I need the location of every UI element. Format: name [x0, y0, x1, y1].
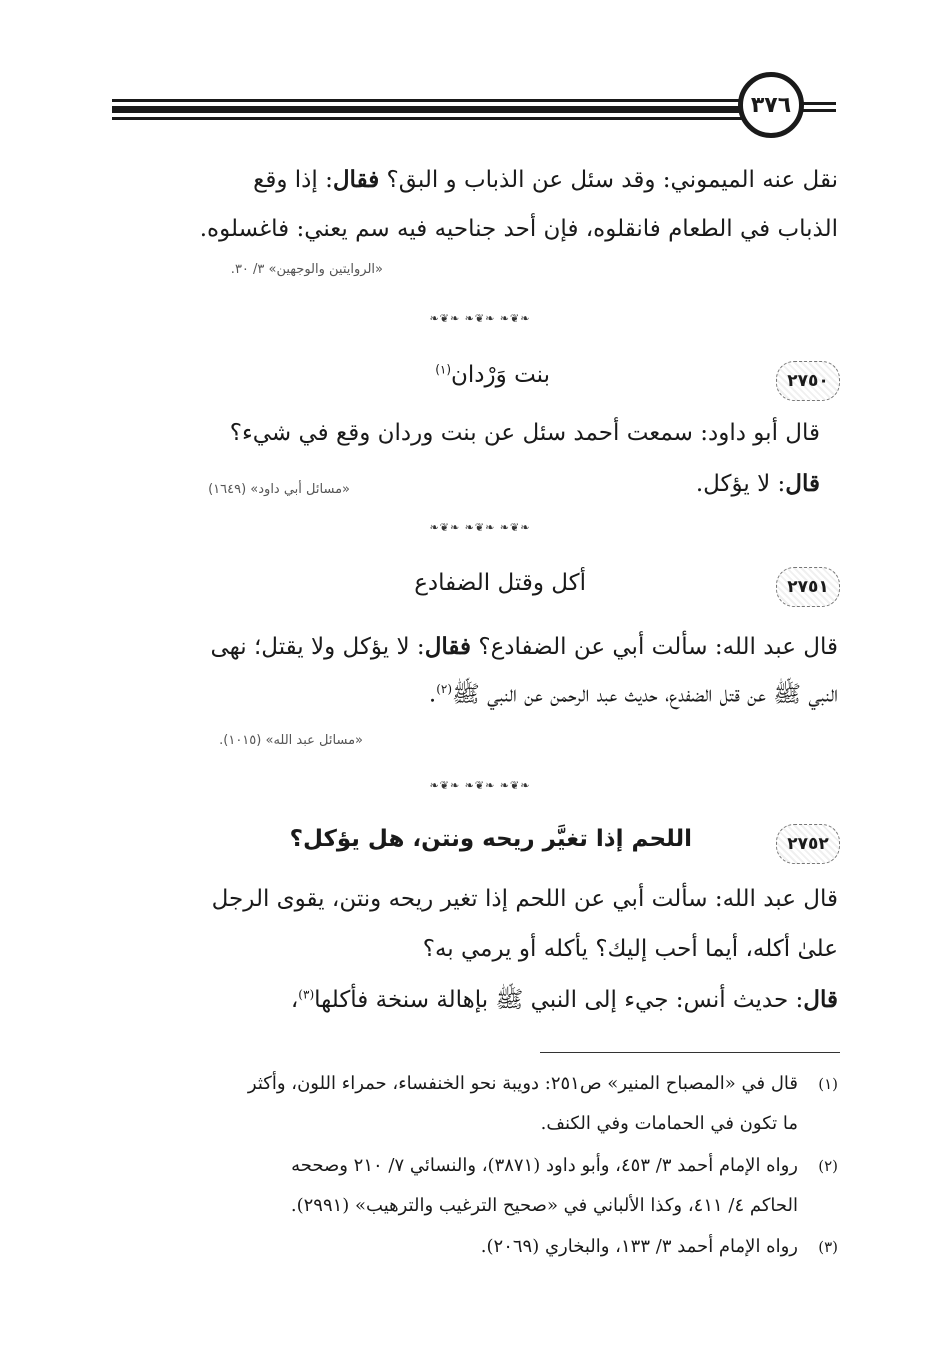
entry-number-badge: ٢٧٥١ [776, 567, 840, 607]
footnote-line: رواه الإمام أحمد ٣/ ٤٥٣، وأبو داود (٣٨٧١)، والنسائي ٧/ ٢١٠ وصححه [291, 1155, 798, 1176]
paragraph-line: قال عبد الله: سألت أبي عن اللحم إذا تغير ريحه ونتن، يقوى الرجل [211, 886, 838, 912]
footnote-number: (٣) [818, 1238, 838, 1256]
paragraph-line: الذباب في الطعام فانقلوه، فإن أحد جناحيه فيه سم يعني: فاغسلوه. [199, 216, 838, 242]
footnote-line: رواه الإمام أحمد ٣/ ١٣٣، والبخاري (٢٠٦٩). [480, 1236, 798, 1257]
source-reference: «مسائل أبي داود» (١٦٤٩) [208, 482, 350, 497]
paragraph-line: قال أبو داود: سمعت أحمد سئل عن بنت وردان وقع في شيء؟ [229, 420, 820, 446]
footnote-separator [540, 1052, 840, 1053]
footnote-line: قال في «المصباح المنير» ص٢٥١: دويبة نحو الخنفساء، حمراء اللون، وأكثر [247, 1073, 798, 1094]
header-rule-thick [112, 106, 742, 113]
source-reference: «مسائل عبد الله» (١٠١٥). [219, 733, 363, 748]
section-heading: أكل وقتل الضفادع [414, 570, 586, 596]
header-rule [112, 99, 742, 102]
paragraph-line: قال عبد الله: سألت أبي عن الضفادع؟ فقال: لا يؤكل ولا يقتل؛ نهى [210, 633, 838, 660]
paragraph-line: علىٰ أكله، أيما أحب إليك؟ يأكله أو يرمي به؟ [422, 936, 838, 962]
section-divider: ❧❦❧ ❧❦❧ ❧❦❧ [429, 779, 531, 792]
section-heading: اللحم إذا تغيَّر ريحه ونتن، هل يؤكل؟ [289, 826, 692, 852]
entry-number-badge: ٢٧٥٠ [776, 361, 840, 401]
source-reference: «الروايتين والوجهين» ٣/ ٣٠. [230, 262, 383, 277]
paragraph-line: نقل عنه الميموني: وقد سئل عن الذباب و البق؟ فقال: إذا وقع [253, 166, 838, 193]
entry-number-badge: ٢٧٥٢ [776, 824, 840, 864]
footnote-line: الحاكم ٤/ ٤١١، وكذا الألباني في «صحيح الترغيب والترهيب» (٢٩٩١). [290, 1195, 798, 1216]
header-rule-short [800, 109, 836, 112]
paragraph-line: النبي ﷺ عن قتل الضفدع، حديث عبد الرحمن عن النبي ﷺ$^{(٢)}$. [428, 681, 838, 708]
footnote-line: ما تكون في الحمامات وفي الكنف. [540, 1113, 798, 1134]
page-number: ٣٧٦ [738, 72, 804, 138]
section-heading: بنت وَرْدان$^{(١)}$ [435, 362, 550, 388]
footnote-number: (٢) [818, 1157, 838, 1175]
section-divider: ❧❦❧ ❧❦❧ ❧❦❧ [429, 521, 531, 534]
section-divider: ❧❦❧ ❧❦❧ ❧❦❧ [429, 312, 531, 325]
paragraph-line: قال: لا يؤكل. [695, 470, 820, 497]
paragraph-line: قال: حديث أنس: جيء إلى النبي ﷺ بإهالة سنخة فأكلها$^{(٣)}$، [290, 986, 838, 1013]
header-rule [112, 117, 742, 120]
header-rule-short [800, 102, 836, 105]
footnote-number: (١) [818, 1075, 838, 1093]
